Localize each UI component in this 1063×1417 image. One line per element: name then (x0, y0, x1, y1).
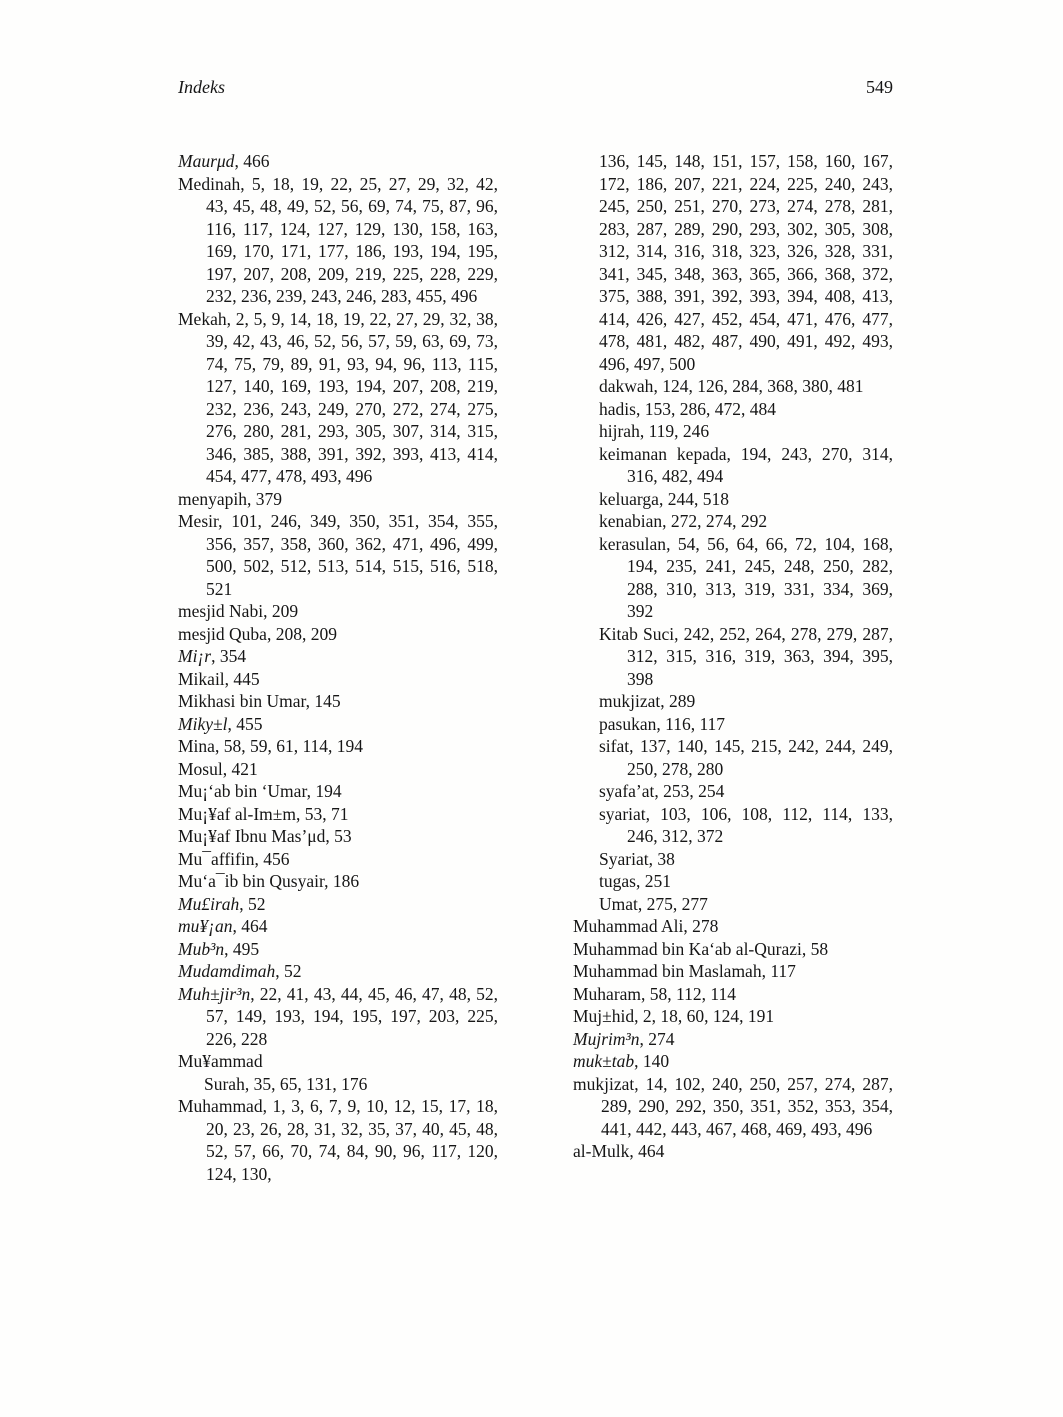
index-entry: Muhammad bin Maslamah, 117 (573, 961, 796, 981)
index-term: Mina (178, 736, 215, 756)
index-entry: menyapih, 379 (178, 488, 283, 509)
index-entry: Mu‘a¯ib bin Qusyair, 186 (178, 871, 360, 891)
index-entry: mukjizat, 14, 102, 240, 250, 257, 274, 287, 289, 290, 292, 350, 351, 352, 353, 354, 441, 442, 443, 467, 468, 469, 493, 496 (573, 1073, 893, 1139)
index-term: mukjizat (573, 1073, 635, 1094)
index-subentry: keluarga, 244, 518 (599, 488, 729, 509)
index-subentry: dakwah, 124, 126, 284, 368, 380, 481 (599, 376, 864, 396)
index-term: Mub³n (178, 938, 225, 959)
index-entry: Mosul, 421 (178, 758, 258, 779)
index-entry (178, 1050, 498, 1073)
index-term: Mesir (178, 511, 219, 531)
index-term: Syariat (599, 848, 649, 869)
index-term: keluarga (599, 488, 659, 509)
index-entry: mesjid Quba, 208, 209 (178, 623, 337, 644)
index-term: Muhammad Ali (573, 916, 684, 936)
index-entry-continuation: 136, 145, 148, 151, 157, 158, 160, 167, 172, 186, 207, 221, 224, 225, 240, 243, 245, 250, 251, 270, 273, 274, 278, 281, 283, 287, 289, 290, 293, 302, 305, 308, 312, 314, 316, 318, 323, 326, 328, 331, 341, 345, 348, 363, 365, 366, 368, 372, 375, 388, 391, 392, 393, 394, 408, 413, 414, 426, 427, 452, 454, 471, 476, 477, 478, 481, 482, 487, 490, 491, 492, 493, 496, 497, 500 (599, 151, 893, 374)
index-term: Mu£irah (178, 893, 240, 914)
index-entry: Mujrim³n, 274 (573, 1028, 675, 1049)
index-entry: mesjid Nabi, 209 (178, 601, 299, 621)
index-term: Medinah (178, 173, 241, 194)
index-term: syariat (599, 803, 646, 824)
index-subentry: Syariat, 38 (599, 848, 675, 869)
index-entry: Muj±hid, 2, 18, 60, 124, 191 (573, 1006, 775, 1026)
index-entry: Muhammad, 1, 3, 6, 7, 9, 10, 12, 15, 17, 18, 20, 23, 26, 28, 31, 32, 35, 37, 40, 45, 48, 52, 57, 66, 70, 74, 84, 90, 96, 117, 120, 124, 130, (178, 1096, 498, 1184)
index-term: hadis (599, 398, 636, 419)
index-subentry: Kitab Suci, 242, 252, 264, 278, 279, 287, 312, 315, 316, 319, 363, 394, 395, 398 (599, 623, 893, 689)
index-term: menyapih (178, 488, 248, 509)
index-subentry: kenabian, 272, 274, 292 (599, 511, 768, 531)
index-entry: mu¥¡an, 464 (178, 916, 268, 936)
index-subentry: sifat, 137, 140, 145, 215, 242, 244, 249, 250, 278, 280 (599, 736, 893, 779)
index-entry: Mu¡¥af al-Im±m, 53, 71 (178, 803, 349, 824)
index-term: Surah (204, 1073, 245, 1094)
index-entry: Muhammad bin Ka‘ab al-Qurazi, 58 (573, 938, 829, 959)
index-term: mesjid Quba (178, 623, 267, 644)
index-subentry: keimanan kepada, 194, 243, 270, 314, 316, 482, 494 (599, 443, 894, 486)
index-term: Muh±jir³n (178, 983, 251, 1004)
index-term: syafa’at (599, 781, 655, 801)
index-entry: Mekah, 2, 5, 9, 14, 18, 19, 22, 27, 29, 32, 38, 39, 42, 43, 46, 52, 56, 57, 59, 63, 69, 73, 74, 75, 79, 89, 91, 93, 94, 96, 113, 115, 127, 140, 169, 193, 194, 207, 208, 219, 232, 236, 243, 249, 270, 272, 274, 275, 276, 280, 281, 293, 305, 307, 314, 315, 346, 385, 388, 391, 392, 393, 413, 414, 454, 477, 478, 493, 496 (178, 308, 498, 486)
index-entry: Mikhasi bin Umar, 145 (178, 691, 341, 711)
index-term: Mu¡¥af al-Im±m (178, 803, 296, 824)
index-term: Mu¯affifin (178, 848, 255, 869)
index-entry: Medinah, 5, 18, 19, 22, 25, 27, 29, 32, 42, 43, 45, 48, 49, 52, 56, 69, 74, 75, 87, 96, 116, 117, 124, 127, 129, 130, 158, 163, 169, 170, 171, 177, 186, 193, 194, 195, 197, 207, 208, 209, 219, 225, 228, 229, 232, 236, 239, 243, 246, 283, 455, 496 (178, 173, 498, 306)
index-term: Muhammad (178, 1096, 263, 1116)
index-term: Umat (599, 893, 638, 914)
index-term: muk±tab (573, 1051, 635, 1071)
index-term: dakwah (599, 376, 654, 396)
index-term: Muj±hid (573, 1006, 635, 1026)
index-entry: Mi¡r, 354 (178, 646, 247, 666)
index-term: sifat (599, 736, 630, 756)
index-columns (178, 150, 893, 1185)
index-term: Mi¡r (178, 646, 212, 666)
index-subentry: pasukan, 116, 117 (599, 713, 726, 734)
index-term: tugas (599, 871, 636, 891)
index-entry: Mu£irah, 52 (178, 893, 266, 914)
index-term: Muhammad bin Ka‘ab al-Qurazi (573, 938, 802, 959)
index-entry: muk±tab, 140 (573, 1051, 670, 1071)
index-term: hijrah (599, 421, 640, 441)
index-term: kerasulan (599, 533, 667, 554)
index-term: Mikhasi bin Umar (178, 691, 306, 711)
index-term: Mu‘a¯ib bin Qusyair (178, 871, 325, 891)
index-term: Maurμd (178, 151, 235, 171)
index-term: mu¥¡an (178, 916, 233, 936)
index-term: Mosul (178, 758, 223, 779)
index-subentry: tugas, 251 (599, 871, 671, 891)
index-term: Mu¡‘ab bin ‘Umar (178, 781, 307, 801)
index-term: keimanan kepada (599, 443, 727, 464)
index-entry: al-Mulk, 464 (573, 1141, 665, 1161)
index-subentry: syafa’at, 253, 254 (599, 781, 725, 801)
index-entry: Mesir, 101, 246, 349, 350, 351, 354, 355, 356, 357, 358, 360, 362, 471, 496, 499, 500, 502, 512, 513, 514, 515, 516, 518, 521 (178, 511, 498, 599)
index-entry: Muhammad Ali, 278 (573, 916, 719, 936)
index-term: kenabian (599, 511, 663, 531)
index-term: Kitab Suci (599, 623, 675, 644)
index-entry: Maurμd, 466 (178, 151, 270, 171)
index-subentry: hijrah, 119, 246 (599, 421, 710, 441)
index-term: pasukan (599, 713, 657, 734)
index-subentry: mukjizat, 289 (599, 691, 696, 711)
index-entry: Miky±l, 455 (178, 713, 263, 734)
running-title: Indeks (178, 77, 225, 97)
index-term: Mu¥ammad (178, 1051, 263, 1071)
index-term: Mudamdimah (178, 961, 276, 981)
index-entry: Mudamdimah, 52 (178, 961, 302, 981)
index-entry: Mikail, 445 (178, 668, 260, 689)
index-subentry: kerasulan, 54, 56, 64, 66, 72, 104, 168, 194, 235, 241, 245, 248, 250, 282, 288, 310, 313, 319, 331, 334, 369, 392 (599, 533, 893, 621)
index-column-right (573, 150, 893, 1185)
index-term: Muhammad bin Maslamah (573, 961, 762, 981)
index-term: Mu¡¥af Ibnu Mas’μd (178, 826, 326, 846)
page-number: 549 (866, 77, 893, 97)
page-header (178, 76, 893, 98)
index-entry: Muharam, 58, 112, 114 (573, 983, 736, 1004)
index-term: Muharam (573, 983, 642, 1004)
index-term: Mikail (178, 668, 225, 689)
index-entry: Mub³n, 495 (178, 938, 260, 959)
index-subentry: Umat, 275, 277 (599, 893, 708, 914)
index-entry: Mu¯affifin, 456 (178, 848, 290, 869)
index-entry: Mu¡‘ab bin ‘Umar, 194 (178, 781, 342, 801)
index-entry: Mina, 58, 59, 61, 114, 194 (178, 736, 364, 756)
index-entry: Muh±jir³n, 22, 41, 43, 44, 45, 46, 47, 48, 52, 57, 149, 193, 194, 195, 197, 203, 225, 226, 228 (178, 983, 498, 1049)
index-subentry: Surah, 35, 65, 131, 176 (204, 1073, 368, 1094)
index-subentry: syariat, 103, 106, 108, 112, 114, 133, 246, 312, 372 (599, 803, 893, 846)
index-term: mukjizat (599, 691, 661, 711)
index-term: Miky±l (178, 713, 228, 734)
index-term: mesjid Nabi (178, 601, 264, 621)
index-entry: Mu¡¥af Ibnu Mas’μd, 53 (178, 826, 352, 846)
index-term: al-Mulk (573, 1141, 630, 1161)
index-subentry: hadis, 153, 286, 472, 484 (599, 398, 776, 419)
index-column-left (178, 150, 498, 1185)
index-term: Mekah (178, 308, 227, 329)
index-term: Mujrim³n (573, 1028, 640, 1049)
